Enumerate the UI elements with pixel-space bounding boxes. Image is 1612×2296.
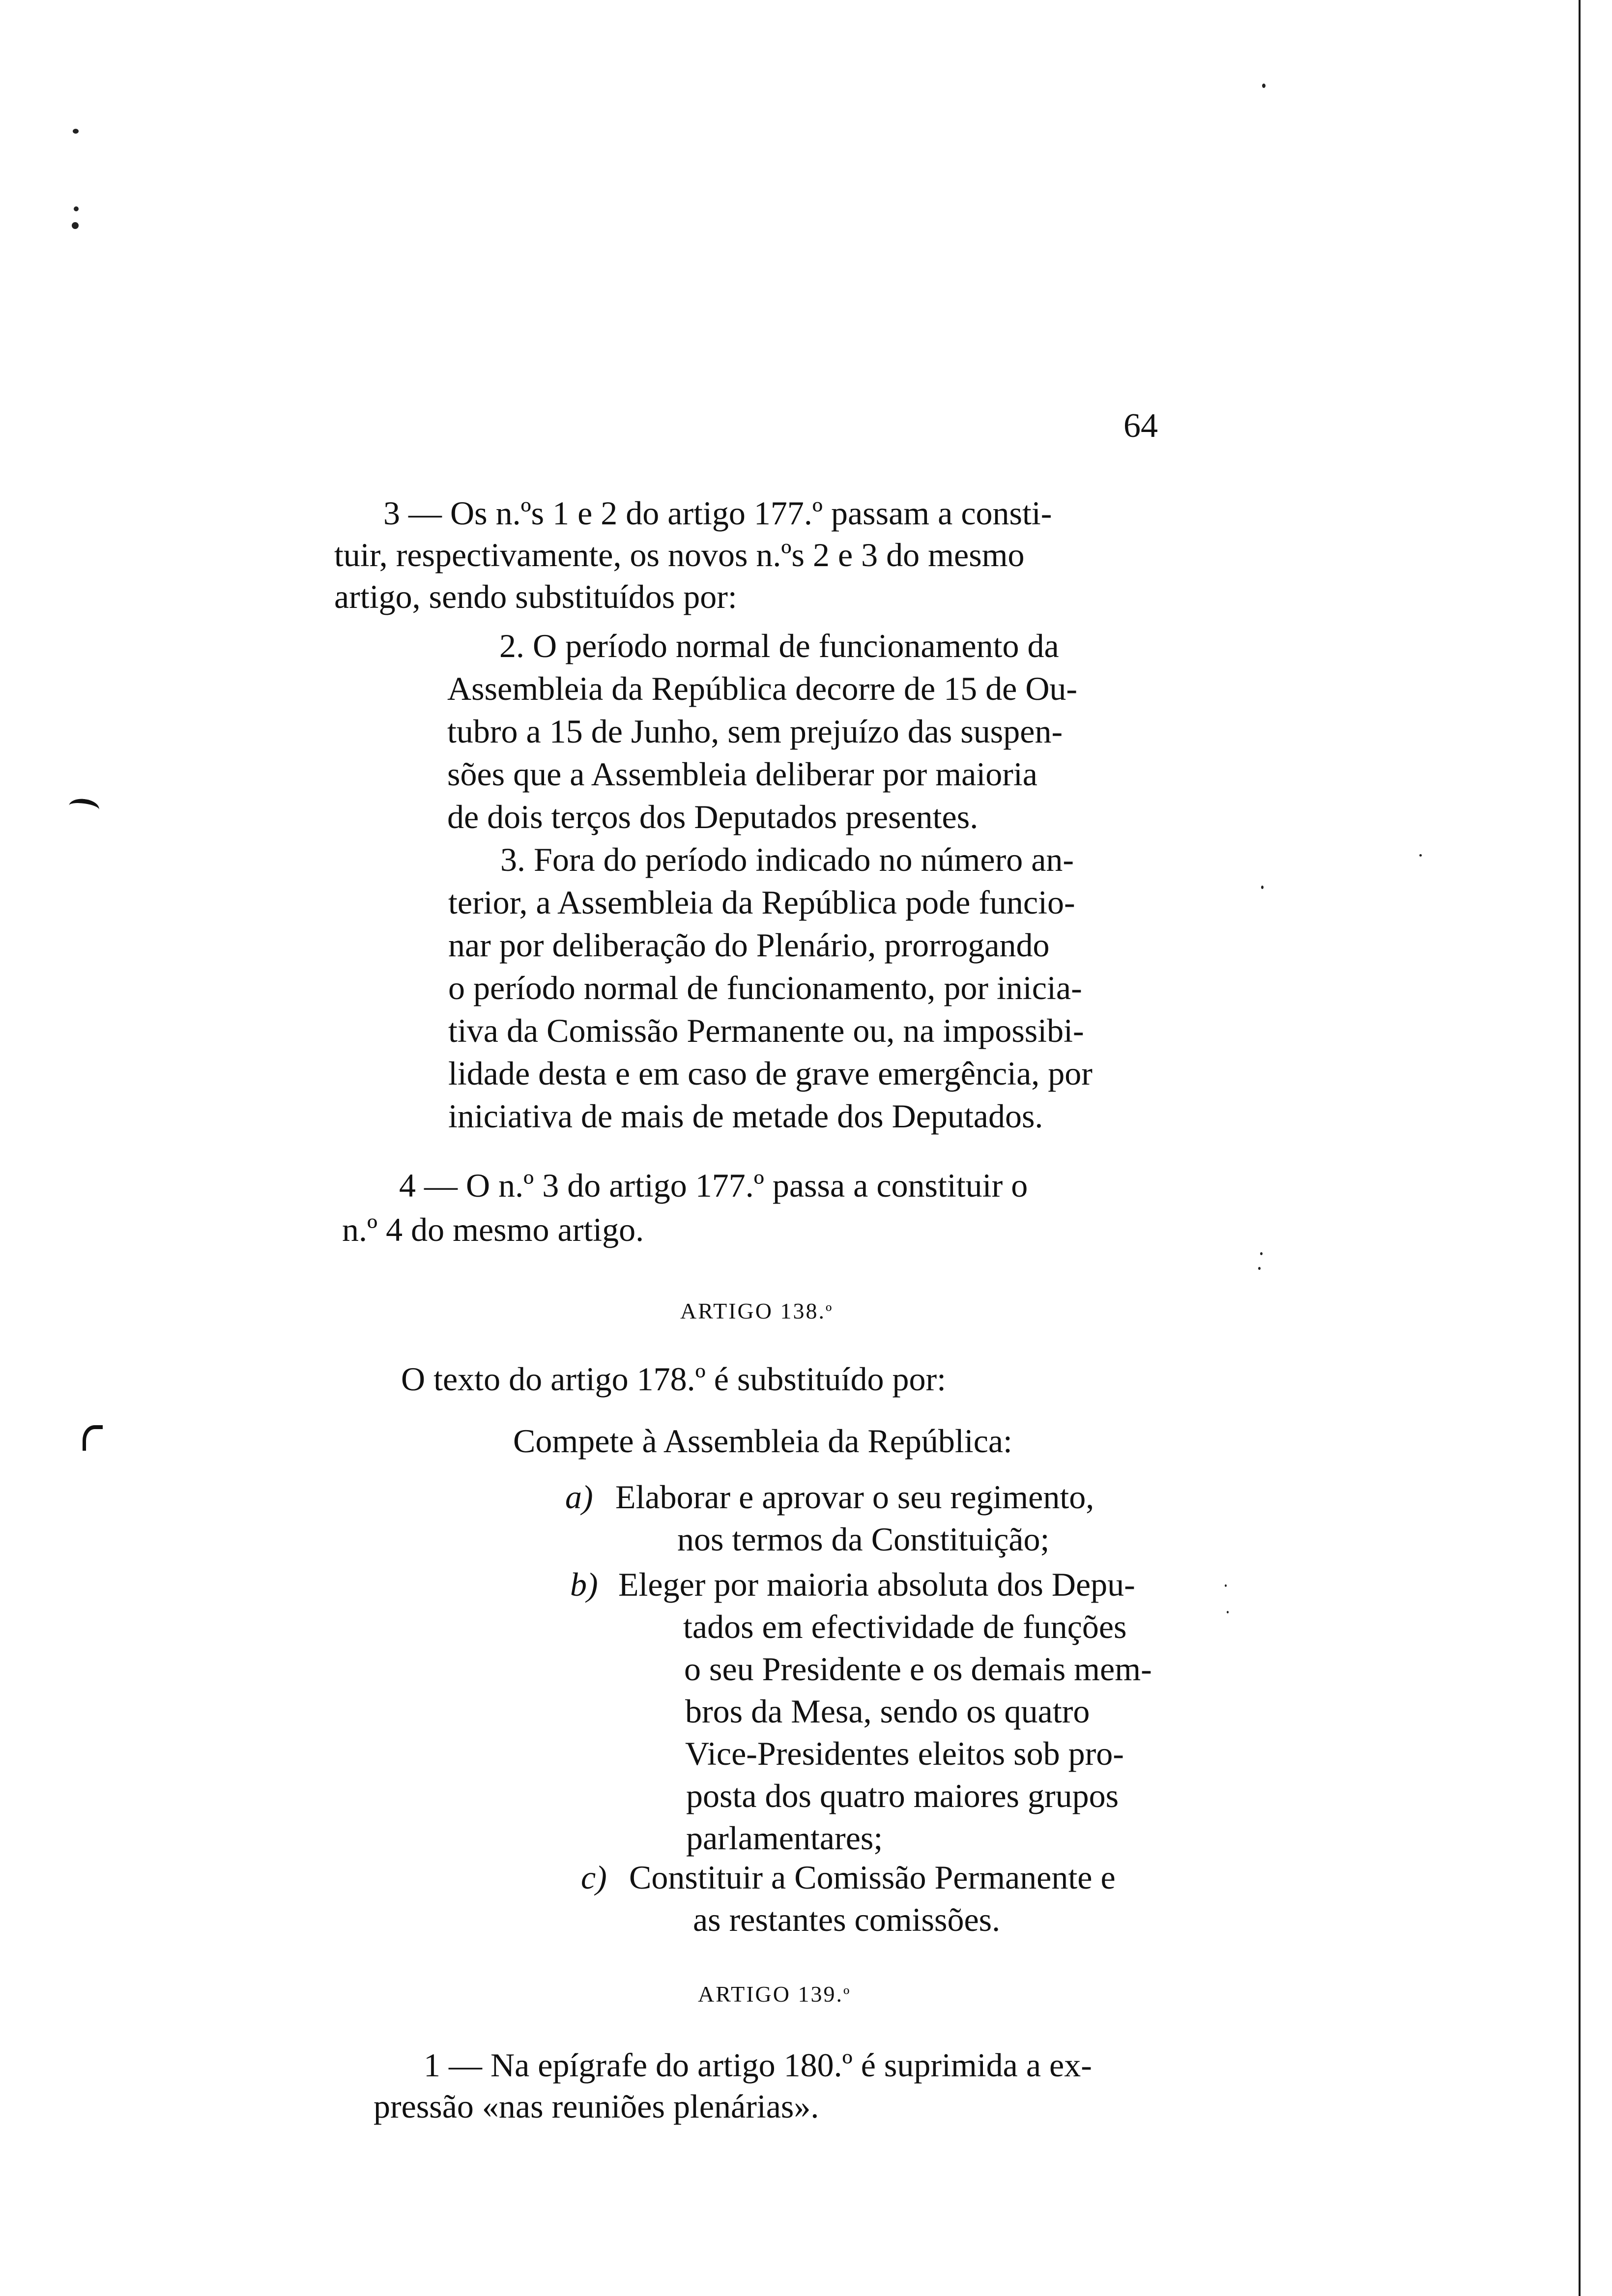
article-intro: O texto do artigo 178.º é substituído por: <box>401 1360 946 1398</box>
list-item-line: Eleger por maioria absoluta dos Depu- <box>618 1566 1135 1603</box>
quoted-item-line: nar por deliberação do Plenário, prorrogando <box>448 926 1050 964</box>
page-number: 64 <box>1123 407 1158 445</box>
paragraph-line: 3 — Os n.ºs 1 e 2 do artigo 177.º passam a consti- <box>383 494 1052 532</box>
scan-speck <box>73 129 79 134</box>
article-heading <box>698 1983 849 2006</box>
quoted-item-line: 3. Fora do período indicado no número an- <box>500 841 1074 878</box>
quoted-item-line: lidade desta e em caso de grave emergência, por <box>448 1055 1093 1092</box>
scan-speck <box>1227 1611 1229 1613</box>
article-heading <box>680 1300 832 1322</box>
list-item-line: parlamentares; <box>686 1819 883 1857</box>
list-item-line: nos termos da Constituição; <box>677 1521 1050 1558</box>
paragraph-line: 1 — Na epígrafe do artigo 180.º é suprimida a ex- <box>424 2046 1092 2084</box>
list-item-label: c) <box>581 1859 607 1896</box>
paragraph-line: 4 — O n.º 3 do artigo 177.º passa a constituir o <box>399 1167 1028 1204</box>
quoted-item-line: tiva da Comissão Permanente ou, na impossibi- <box>448 1012 1084 1049</box>
scan-speck <box>74 206 79 211</box>
quoted-item-line: o período normal de funcionamento, por inicia- <box>448 969 1082 1006</box>
article-lead: Compete à Assembleia da República: <box>513 1422 1012 1460</box>
list-item-line: as restantes comissões. <box>693 1901 1001 1938</box>
paragraph-line: tuir, respectivamente, os novos n.ºs 2 e 3 do mesmo <box>334 536 1025 574</box>
article-heading-text: ARTIGO 138. <box>680 1298 826 1323</box>
list-item-label: a) <box>565 1478 593 1516</box>
scan-speck <box>1419 854 1422 857</box>
list-item-line: o seu Presidente e os demais mem- <box>684 1650 1152 1688</box>
binding-mark <box>83 1425 103 1451</box>
paragraph-line: n.º 4 do mesmo artigo. <box>342 1211 644 1248</box>
quoted-item-line: tubro a 15 de Junho, sem prejuízo das suspen- <box>447 713 1063 750</box>
article-heading-text: ARTIGO 139. <box>698 1981 843 2007</box>
list-item-line: Vice-Presidentes eleitos sob pro- <box>685 1735 1124 1772</box>
quoted-item-line: terior, a Assembleia da República pode funcio- <box>448 884 1075 921</box>
scan-speck <box>1262 84 1266 88</box>
quoted-item-line: de dois terços dos Deputados presentes. <box>447 798 979 835</box>
list-item-line: Constituir a Comissão Permanente e <box>629 1859 1116 1896</box>
article-heading-degree: º <box>843 1984 850 2006</box>
paragraph-line: pressão «nas reuniões plenárias». <box>374 2088 819 2125</box>
list-item-line: bros da Mesa, sendo os quatro <box>685 1693 1090 1730</box>
article-heading-degree: º <box>826 1301 832 1323</box>
quoted-item-line: iniciativa de mais de metade dos Deputados. <box>448 1097 1043 1135</box>
scan-speck <box>1260 1252 1263 1255</box>
scan-speck <box>1261 886 1264 889</box>
list-item-line: tados em efectividade de funções <box>683 1608 1127 1645</box>
quoted-item-line: Assembleia da República decorre de 15 de Ou- <box>447 670 1078 707</box>
list-item-line: Elaborar e aprovar o seu regimento, <box>615 1478 1094 1516</box>
quoted-item-line: 2. O período normal de funcionamento da <box>499 627 1059 664</box>
list-item-label: b) <box>570 1566 598 1603</box>
quoted-item-line: sões que a Assembleia deliberar por maioria <box>447 755 1037 793</box>
scan-speck <box>1258 1267 1261 1270</box>
binding-mark <box>68 797 100 818</box>
scan-edge-line <box>1579 0 1581 2296</box>
list-item-line: posta dos quatro maiores grupos <box>686 1777 1119 1814</box>
scan-speck <box>1225 1584 1227 1587</box>
scan-speck <box>72 222 79 229</box>
paragraph-line: artigo, sendo substituídos por: <box>334 578 737 615</box>
